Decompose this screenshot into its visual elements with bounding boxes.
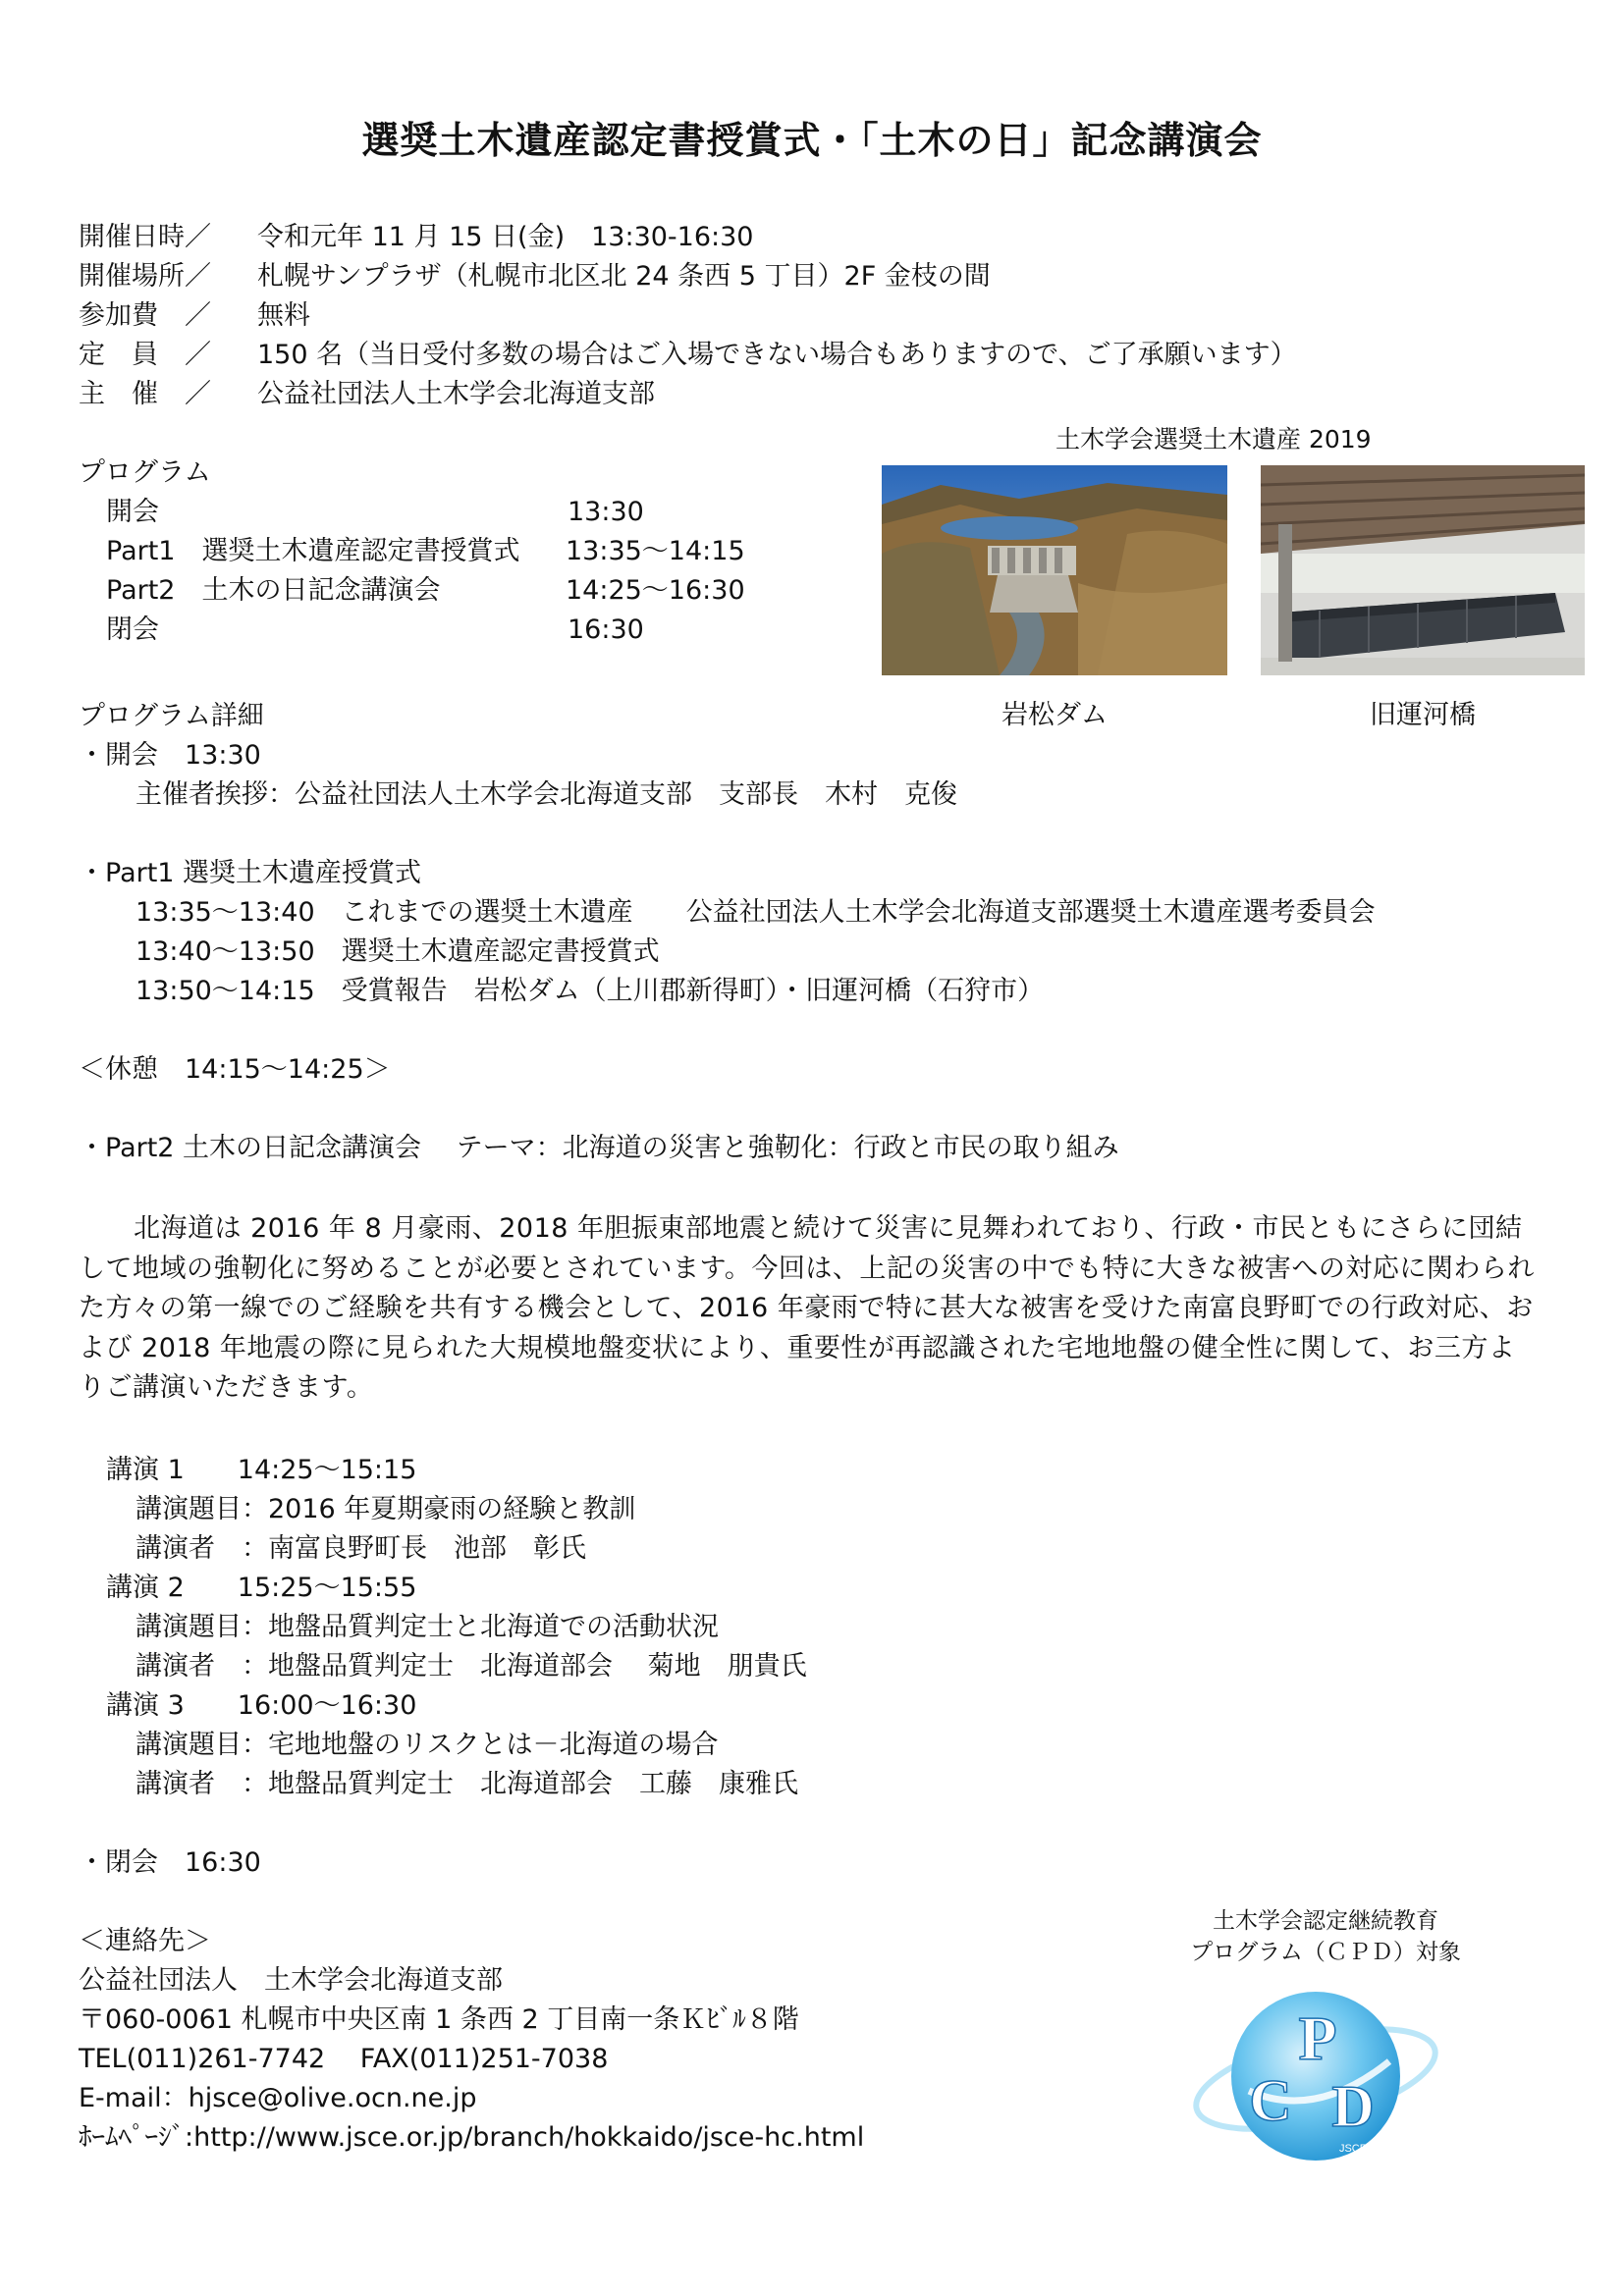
info-venue-label: 開催場所／ xyxy=(79,261,211,292)
contact-website[interactable]: ﾎｰﾑﾍﾟｰｼﾞ:http://www.jsce.or.jp/branch/hokkaido/jsce-hc.html xyxy=(79,2122,865,2153)
info-date-label: 開催日時／ xyxy=(79,222,211,252)
old-canal-bridge-caption: 旧運河橋 xyxy=(1370,700,1476,730)
details-part2: ・Part2 土木の日記念講演会 テーマ：北海道の災害と強靭化：行政と市民の取り組み xyxy=(79,1133,1119,1163)
info-organizer-value: 公益社団法人土木学会北海道支部 xyxy=(257,379,655,409)
lecture-3-topic: 講演題目：宅地地盤のリスクとは－北海道の場合 xyxy=(135,1730,719,1760)
program-row-time: 16:30 xyxy=(568,614,644,645)
contact-email[interactable]: E-mail：hjsce@olive.ocn.ne.jp xyxy=(79,2083,477,2113)
old-canal-bridge-photo xyxy=(1261,465,1585,675)
info-fee-label: 参加費 ／ xyxy=(79,300,211,331)
lecture-1-head: 講演 1 14:25～15:15 xyxy=(106,1455,417,1485)
program-row-name: 閉会 xyxy=(106,614,159,645)
contact-heading: ＜連絡先＞ xyxy=(79,1926,211,1956)
details-close: ・閉会 16:30 xyxy=(79,1847,261,1878)
cpd-line2: プログラム（ＣＰＤ）対象 xyxy=(1190,1940,1461,1965)
details-part1: ・Part1 選奨土木遺産授賞式 xyxy=(79,858,422,888)
details-open: ・開会 13:30 xyxy=(79,740,261,771)
details-greeting: 主催者挨拶：公益社団法人土木学会北海道支部 支部長 木村 克俊 xyxy=(135,779,957,810)
svg-text:C: C xyxy=(1249,2068,1292,2133)
program-row-name: 開会 xyxy=(106,497,159,527)
lecture-1-speaker: 講演者 ：南富良野町長 池部 彰氏 xyxy=(135,1533,586,1564)
lecture-2-topic: 講演題目：地盤品質判定士と北海道での活動状況 xyxy=(135,1612,719,1642)
program-row-time: 13:30 xyxy=(568,497,644,527)
page-title: 選奨土木遺産認定書授賞式・「土木の日」記念講演会 xyxy=(361,119,1263,162)
details-break: ＜休憩 14:15～14:25＞ xyxy=(79,1054,391,1085)
info-venue-value: 札幌サンプラザ（札幌市北区北 24 条西 5 丁目）2F 金枝の間 xyxy=(257,261,991,292)
lecture-2-head: 講演 2 15:25～15:55 xyxy=(106,1573,417,1603)
program-heading: プログラム xyxy=(79,457,211,488)
lecture-3-head: 講演 3 16:00～16:30 xyxy=(106,1690,417,1721)
lecture-1-topic: 講演題目：2016 年夏期豪雨の経験と教訓 xyxy=(135,1494,636,1524)
info-capacity-label: 定 員 ／ xyxy=(79,340,211,370)
info-fee-value: 無料 xyxy=(257,300,310,331)
program-row-name: Part1 選奨土木遺産認定書授賞式 xyxy=(106,536,520,566)
contact-org: 公益社団法人 土木学会北海道支部 xyxy=(79,1965,503,1996)
contact-phone: TEL(011)261-7742 FAX(011)251-7038 xyxy=(79,2044,609,2074)
part1-row: 13:50～14:15 受賞報告 岩松ダム（上川郡新得町）・旧運河橋（石狩市） xyxy=(135,976,1045,1006)
program-row-time: 13:35～14:15 xyxy=(566,536,745,566)
cpd-line1: 土木学会認定継続教育 xyxy=(1213,1908,1438,1934)
info-capacity-value: 150 名（当日受付多数の場合はご入場できない場合もありますので、ご了承願います） xyxy=(257,340,1297,370)
part1-row: 13:35～13:40 これまでの選奨土木遺産 公益社団法人土木学会北海道支部選奨土木遺産選考委員会 xyxy=(135,897,1376,928)
lecture-intro: 北海道は 2016 年 8 月豪雨、2018 年胆振東部地震と続けて災害に見舞われており、行政・市民ともにさらに団結して地域の強靭化に努めることが必要とされています。今回は、上記の災害の中でも特に大きな被害への対応に関わられた方々の第一線でのご経験を共有する機会として、2016 年豪雨で特に甚大な被害を受けた南富良野町での行政対応、および 2018 年地震の際に見られた大規模地盤変状により、重要性が再認識された宅地地盤の健全性に関して、お三方よりご講演いただきます。 xyxy=(79,1213,1535,1403)
program-row-time: 14:25～16:30 xyxy=(566,575,745,606)
svg-text:P: P xyxy=(1298,2003,1337,2073)
svg-text:D: D xyxy=(1331,2074,1375,2139)
info-date-value: 令和元年 11 月 15 日(金) 13:30-16:30 xyxy=(257,222,754,252)
lecture-2-speaker: 講演者 ：地盤品質判定士 北海道部会 菊地 朋貴氏 xyxy=(135,1651,807,1682)
lecture-3-speaker: 講演者 ：地盤品質判定士 北海道部会 工藤 康雅氏 xyxy=(135,1769,798,1799)
contact-address: 〒060-0061 札幌市中央区南 1 条西 2 丁目南一条Ｋﾋﾞﾙ８階 xyxy=(79,2004,799,2035)
info-organizer-label: 主 催 ／ xyxy=(79,379,211,409)
iwamatsu-dam-photo xyxy=(882,465,1227,675)
cpd-logo-text: JSCE xyxy=(1338,2143,1368,2155)
photos-heading: 土木学会選奨土木遺産 2019 xyxy=(1056,425,1372,454)
program-row-name: Part2 土木の日記念講演会 xyxy=(106,575,441,606)
details-heading: プログラム詳細 xyxy=(79,701,264,731)
cpd-logo xyxy=(1188,1973,1443,2179)
iwamatsu-dam-caption: 岩松ダム xyxy=(1001,700,1108,730)
part1-row: 13:40～13:50 選奨土木遺産認定書授賞式 xyxy=(135,936,660,967)
